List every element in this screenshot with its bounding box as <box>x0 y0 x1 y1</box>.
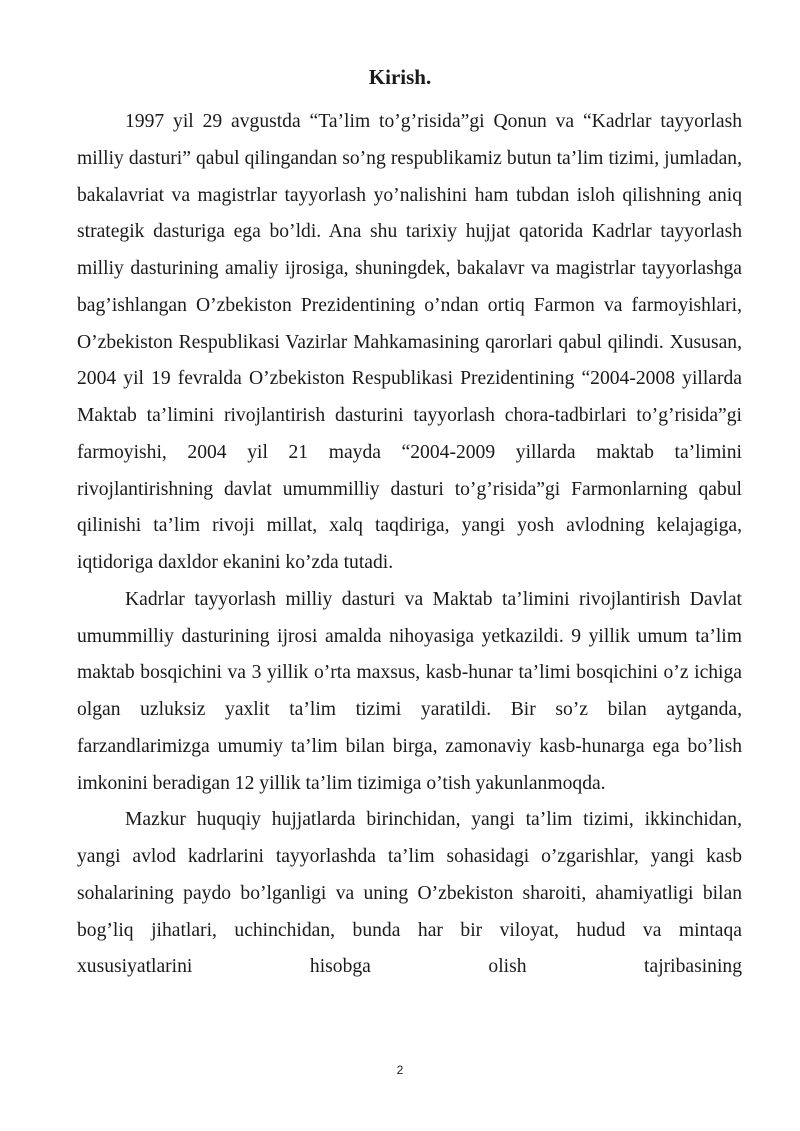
paragraph-2: Kadrlar tayyorlash milliy dasturi va Maktab ta’limini rivojlantirish Davlat umummilliy dasturining ijrosi amalda nihoyasiga yetkazildi. 9 yillik umum ta’lim maktab bosqichini va 3 yillik o’rta maxsus, kasb-hunar ta’limi bosqichini o’z ichiga olgan uzluksiz yaxlit ta’lim tizimi yaratildi. Bir so’z bilan aytganda, farzandlarimizga umumiy ta’lim bilan birga, zamonaviy kasb-hunarga ega bo’lish imkonini beradigan 12 yillik ta’lim tizimiga o’tish yakunlanmoqda. <box>77 588 742 794</box>
paragraph-3: Mazkur huquqiy hujjatlarda birinchidan, yangi ta’lim tizimi, ikkinchidan, yangi avlod kadrlarini tayyorlashda ta’lim sohasidagi o’zgarishlar, yangi kasb sohalarining paydo bo’lganligi va uning O’zbekiston sharoiti, ahamiyatligi bilan bog’liq jihatlari, uchinchidan, bunda har bir viloyat, hudud va mintaqa xususiyatlarini hisobga olish tajribasining <box>77 809 742 978</box>
page-number: 2 <box>396 1063 404 1077</box>
paragraph-1: 1997 yil 29 avgustda “Ta’lim to’g’risida”gi Qonun va “Kadrlar tayyorlash milliy dasturi” qabul qilingandan so’ng respublikamiz butun ta’lim tizimi, jumladan, bakalavriat va magistrlar tayyorlash yo’nalishini ham tubdan isloh qilishning aniq strategik dasturiga ega bo’ldi. Ana shu tarixiy hujjat qatorida Kadrlar tayyorlash milliy dasturining amaliy ijrosiga, shuningdek, bakalavr va magistrlar tayyorlashga bag’ishlangan O’zbekiston Prezidentining o’ndan ortiq Farmon va farmoyishlari, O’zbekiston Respublikasi Vazirlar Mahkamasining qarorlari qabul qilindi. Xususan, 2004 yil 19 fevralda O’zbekiston Respublikasi Prezidentining “2004-2008 yillarda Maktab ta’limini rivojlantirish dasturini tayyorlash chora-tadbirlari to’g’risida”gi farmoyishi, 2004 yil 21 mayda “2004-2009 yillarda maktab ta’limini rivojlantirishning davlat umummilliy dasturi to’g’risida”gi Farmonlarning qabul qilinishi ta’lim rivoji millat, xalq taqdiriga, yangi yosh avlodning kelajagiga, iqtidoriga daxldor ekanini ko’zda tutadi. <box>77 111 742 573</box>
section-title: Kirish. <box>368 65 432 89</box>
body-text <box>77 104 742 986</box>
